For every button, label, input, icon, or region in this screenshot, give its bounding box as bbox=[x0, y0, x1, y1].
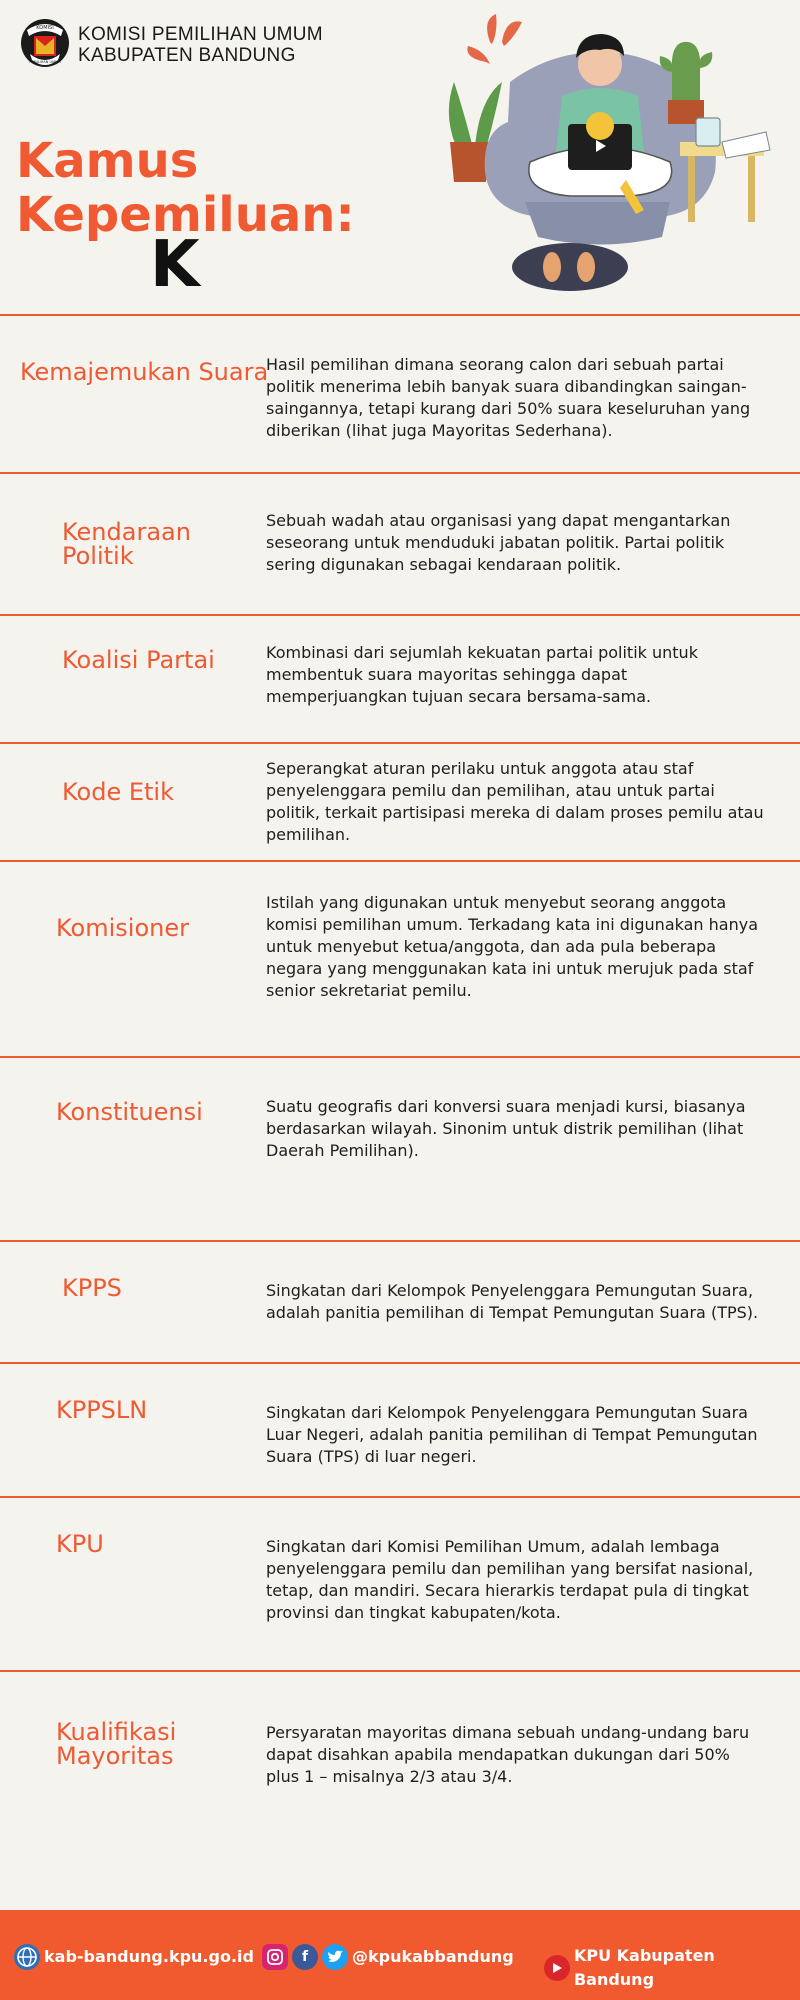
svg-text:PEMILIHAN UMUM: PEMILIHAN UMUM bbox=[29, 60, 61, 64]
entry-definition: Persyaratan mayoritas dimana sebuah undang-undang baru dapat disahkan apabila mendapatkan dukungan dari 50% plus 1 – misalnya 2/3 atau 3/4. bbox=[266, 1723, 750, 1786]
youtube-link[interactable] bbox=[544, 1944, 800, 1992]
entry-term: KPPS bbox=[62, 1274, 122, 1302]
entry-term: KPPSLN bbox=[56, 1396, 148, 1424]
entry-term: Kemajemukan Suara bbox=[20, 358, 269, 386]
entry-definition: Singkatan dari Kelompok Penyelenggara Pemungutan Suara, adalah panitia pemilihan di Tempat Pemungutan Suara (TPS). bbox=[266, 1281, 759, 1322]
entry-term: Kendaraan Politik bbox=[62, 518, 191, 570]
glossary-list bbox=[0, 314, 800, 1910]
glossary-entry bbox=[0, 1496, 800, 1670]
globe-icon bbox=[14, 1944, 40, 1970]
footer bbox=[0, 1910, 800, 2000]
glossary-entry bbox=[0, 1362, 800, 1496]
glossary-entry bbox=[0, 614, 800, 742]
glossary-entry bbox=[0, 472, 800, 614]
title-line-2: Kepemiluan: bbox=[16, 187, 355, 243]
entry-term: Konstituensi bbox=[56, 1098, 203, 1126]
social-handle: @kpukabbandung bbox=[352, 1947, 514, 1966]
illustration-person-laptop bbox=[430, 12, 780, 302]
svg-text:KOMISI: KOMISI bbox=[36, 25, 54, 31]
entry-definition: Istilah yang digunakan untuk menyebut seorang anggota komisi pemilihan umum. Terkadang kata ini digunakan hanya untuk menyebut ketua/anggota, dan ada pula beberapa negara yang menggunakan kata ini untuk merujuk pada staf senior sekretariat pemilu. bbox=[266, 893, 758, 1000]
twitter-icon[interactable] bbox=[322, 1944, 348, 1970]
entry-term: KPU bbox=[56, 1530, 104, 1558]
glossary-entry bbox=[0, 1056, 800, 1240]
entry-term: Kode Etik bbox=[62, 778, 174, 806]
kpu-logo bbox=[20, 14, 70, 74]
entry-definition: Suatu geografis dari konversi suara menjadi kursi, biasanya berdasarkan wilayah. Sinonim untuk distrik pemilihan (lihat Daerah Pemilihan). bbox=[266, 1097, 746, 1160]
entry-definition: Seperangkat aturan perilaku untuk anggota atau staf penyelenggara pemilu dan pemilihan, atau untuk partai politik, terkait partisipasi mereka di dalam proses pemilu atau pemilihan. bbox=[266, 759, 764, 844]
entry-term: Kualifikasi Mayoritas bbox=[56, 1718, 177, 1770]
social-links[interactable] bbox=[262, 1944, 514, 1970]
glossary-entry bbox=[0, 860, 800, 1056]
entry-definition: Sebuah wadah atau organisasi yang dapat mengantarkan seseorang untuk menduduki jabatan politik. Partai politik sering digunakan sebagai kendaraan politik. bbox=[266, 511, 731, 574]
entry-definition: Hasil pemilihan dimana seorang calon dari sebuah partai politik menerima lebih banyak suara dibandingkan saingan-saingannya, tetapi kurang dari 50% suara keseluruhan yang diberikan (lihat juga Mayoritas Sederhana). bbox=[266, 355, 751, 440]
section-letter: K bbox=[150, 228, 200, 302]
page-title bbox=[16, 134, 355, 242]
glossary-entry bbox=[0, 742, 800, 860]
glossary-entry bbox=[0, 1670, 800, 1910]
org-line-1: KOMISI PEMILIHAN UMUM bbox=[78, 24, 323, 45]
entry-definition: Singkatan dari Komisi Pemilihan Umum, adalah lembaga penyelenggara pemilu dan pemilihan yang bersifat nasional, tetap, dan mandiri. Secara hierarkis terdapat pula di tingkat provinsi dan tingkat kabupaten/kota. bbox=[266, 1537, 754, 1622]
entry-term: Koalisi Partai bbox=[62, 646, 215, 674]
instagram-icon[interactable] bbox=[262, 1944, 288, 1970]
facebook-icon[interactable]: f bbox=[292, 1944, 318, 1970]
org-line-2: KABUPATEN BANDUNG bbox=[78, 45, 296, 66]
youtube-channel: KPU Kabupaten Bandung bbox=[573, 1946, 715, 1989]
website-url: kab-bandung.kpu.go.id bbox=[44, 1947, 254, 1966]
title-line-1: Kamus bbox=[16, 133, 199, 189]
glossary-entry bbox=[0, 314, 800, 472]
header bbox=[0, 0, 800, 316]
glossary-entry bbox=[0, 1240, 800, 1362]
entry-term: Komisioner bbox=[56, 914, 189, 942]
website-link[interactable] bbox=[14, 1944, 254, 1970]
youtube-icon bbox=[544, 1955, 570, 1981]
entry-definition: Kombinasi dari sejumlah kekuatan partai politik untuk membentuk suara mayoritas sehingga dapat memperjuangkan tujuan secara bersama-sama. bbox=[266, 643, 698, 706]
entry-definition: Singkatan dari Kelompok Penyelenggara Pemungutan Suara Luar Negeri, adalah panitia pemilihan di Tempat Pemungutan Suara (TPS) di luar negeri. bbox=[266, 1403, 758, 1466]
organization-name bbox=[78, 24, 323, 66]
